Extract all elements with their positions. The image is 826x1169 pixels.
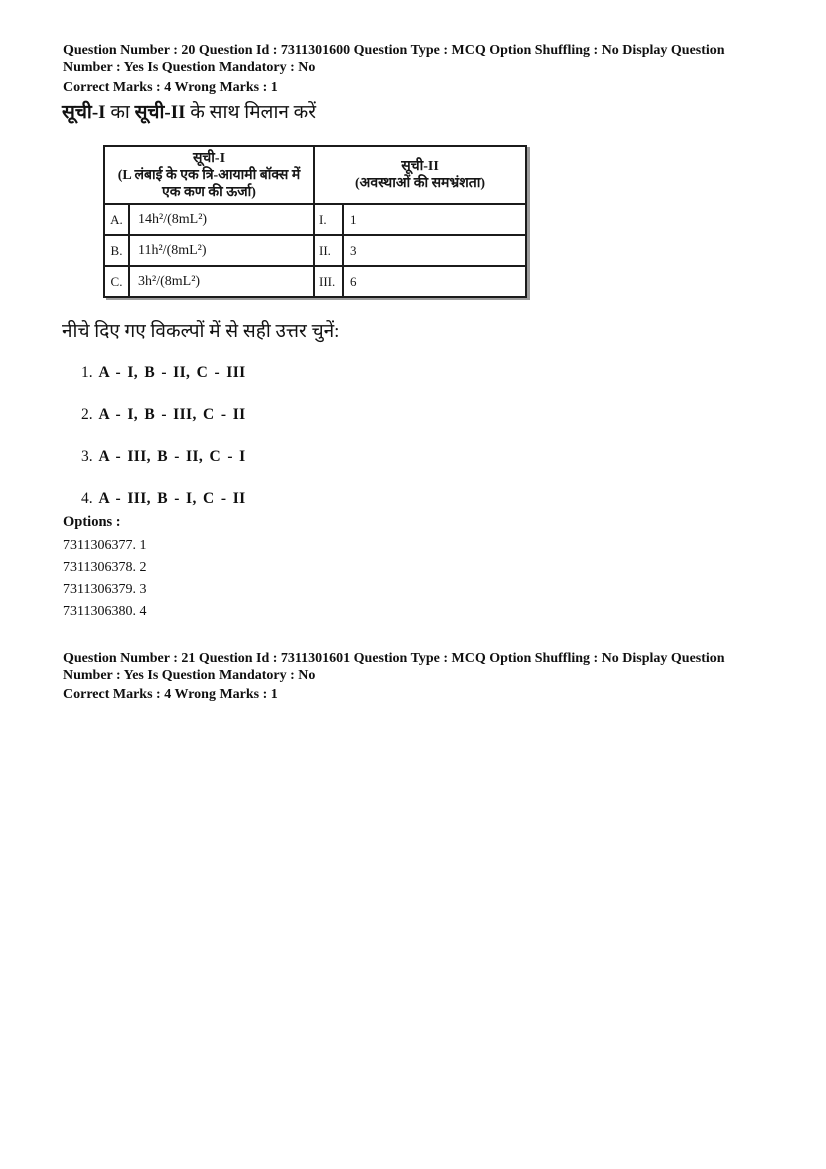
question20-header: Question Number : 20 Question Id : 7311301600 Question Type : MCQ Option Shuffling : No Display Question Number : Yes Is Question Mandatory : No bbox=[63, 43, 725, 75]
match-prompt bbox=[62, 100, 316, 126]
choice-number: 1. bbox=[81, 364, 93, 381]
choice-text: A - I, B - III, C - II bbox=[98, 406, 246, 423]
choice-number: 4. bbox=[81, 490, 93, 507]
row-label: A. bbox=[104, 204, 129, 235]
row-energy: 11h²/(8mL²) bbox=[129, 235, 314, 266]
option-id-value: 1 bbox=[139, 538, 147, 553]
option-id-value: 4 bbox=[139, 604, 147, 619]
question21-marks: Correct Marks : 4 Wrong Marks : 1 bbox=[63, 687, 278, 702]
table-header-row bbox=[104, 146, 526, 204]
match-prompt-connector: का bbox=[105, 102, 135, 123]
row-label: C. bbox=[104, 266, 129, 297]
option-id: 7311306379. bbox=[63, 582, 136, 597]
choice-item-1 bbox=[81, 364, 246, 382]
option-id: 7311306380. bbox=[63, 604, 136, 619]
choice-item-3 bbox=[81, 448, 246, 466]
option-id: 7311306377. bbox=[63, 538, 136, 553]
row-degeneracy: 1 bbox=[343, 204, 526, 235]
option-id-value: 2 bbox=[139, 560, 147, 575]
match-table bbox=[103, 145, 527, 298]
option-id-item bbox=[63, 603, 146, 620]
row-roman: III. bbox=[314, 266, 343, 297]
list1-subtitle: (L लंबाई के एक त्रि-आयामी बॉक्स में एक कण की ऊर्जा) bbox=[117, 167, 301, 200]
option-id-item bbox=[63, 537, 146, 554]
option-id-item bbox=[63, 581, 146, 598]
table-header-list1 bbox=[104, 146, 314, 204]
row-energy: 3h²/(8mL²) bbox=[129, 266, 314, 297]
choice-text: A - III, B - II, C - I bbox=[98, 448, 246, 465]
match-prompt-suffix: के साथ मिलान करें bbox=[185, 102, 317, 123]
table-row bbox=[104, 266, 526, 297]
row-degeneracy: 3 bbox=[343, 235, 526, 266]
table-row bbox=[104, 204, 526, 235]
options-label: Options : bbox=[63, 514, 121, 530]
choice-text: A - I, B - II, C - III bbox=[98, 364, 246, 381]
list2-title: सूची-II bbox=[401, 159, 439, 174]
question21-header: Question Number : 21 Question Id : 7311301601 Question Type : MCQ Option Shuffling : No Display Question Number : Yes Is Question Mandatory : No bbox=[63, 651, 725, 683]
choose-answer-prompt: नीचे दिए गए विकल्पों में से सही उत्तर चुनें: bbox=[62, 321, 340, 342]
question20-marks: Correct Marks : 4 Wrong Marks : 1 bbox=[63, 80, 278, 95]
match-prompt-list2: सूची-II bbox=[134, 102, 186, 123]
choice-item-4 bbox=[81, 490, 246, 508]
choice-number: 3. bbox=[81, 448, 93, 465]
row-roman: II. bbox=[314, 235, 343, 266]
choice-text: A - III, B - I, C - II bbox=[98, 490, 246, 507]
table-row bbox=[104, 235, 526, 266]
list1-title: सूची-I bbox=[192, 150, 226, 166]
table-header-list2 bbox=[314, 146, 526, 204]
option-id-value: 3 bbox=[139, 582, 147, 597]
list2-subtitle: (अवस्थाओं की समभ्रंशता) bbox=[355, 176, 486, 191]
option-id: 7311306378. bbox=[63, 560, 136, 575]
row-label: B. bbox=[104, 235, 129, 266]
row-roman: I. bbox=[314, 204, 343, 235]
row-energy: 14h²/(8mL²) bbox=[129, 204, 314, 235]
match-prompt-list1: सूची-I bbox=[62, 102, 106, 123]
choice-number: 2. bbox=[81, 406, 93, 423]
option-id-item bbox=[63, 559, 146, 576]
row-degeneracy: 6 bbox=[343, 266, 526, 297]
choice-item-2 bbox=[81, 406, 246, 424]
